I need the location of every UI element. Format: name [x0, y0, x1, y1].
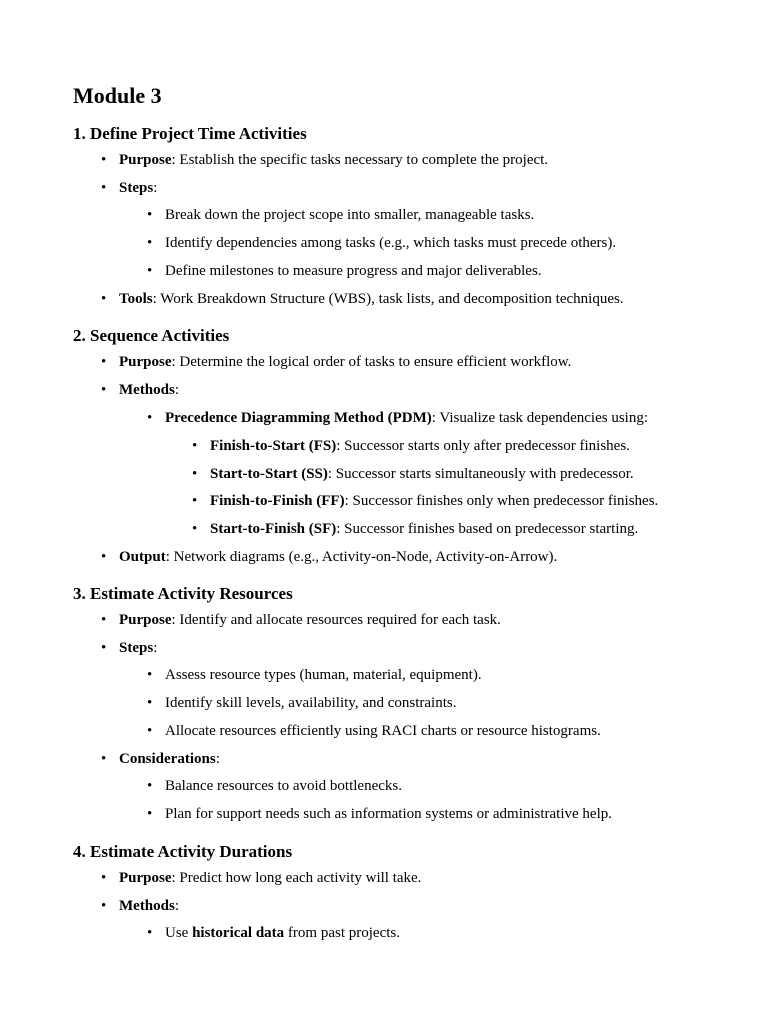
list-item: • Start-to-Start (SS): Successor starts simultaneously with predecessor. — [210, 464, 634, 484]
page-title: Module 3 — [73, 83, 162, 108]
list-item: • Purpose: Predict how long each activity will take. — [119, 868, 421, 888]
list-item: • Finish-to-Start (FS): Successor starts only after predecessor finishes. — [210, 436, 630, 456]
list-item: • Tools: Work Breakdown Structure (WBS), task lists, and decomposition techniques. — [119, 289, 624, 309]
list-item: • Plan for support needs such as information systems or administrative help. — [165, 804, 612, 824]
list-item: • Methods: — [119, 896, 179, 916]
list-item: • Precedence Diagramming Method (PDM): Visualize task dependencies using: — [165, 408, 648, 428]
list-item: • Use historical data from past projects. — [165, 923, 400, 943]
list-item: • Define milestones to measure progress and major deliverables. — [165, 261, 542, 281]
list-item: • Start-to-Finish (SF): Successor finishes based on predecessor starting. — [210, 519, 638, 539]
list-item: • Allocate resources efficiently using RACI charts or resource histograms. — [165, 721, 601, 741]
section-heading: 2. Sequence Activities — [73, 326, 230, 345]
list-item: • Output: Network diagrams (e.g., Activity-on-Node, Activity-on-Arrow). — [119, 547, 557, 567]
list-item: • Methods: — [119, 380, 179, 400]
list-item: • Identify skill levels, availability, and constraints. — [165, 693, 456, 713]
section-heading: 1. Define Project Time Activities — [73, 124, 307, 143]
list-item: • Purpose: Determine the logical order of tasks to ensure efficient workflow. — [119, 352, 571, 372]
list-item: • Steps: — [119, 638, 157, 658]
section-heading: 4. Estimate Activity Durations — [73, 842, 293, 861]
list-item: • Considerations: — [119, 749, 220, 769]
list-item: • Assess resource types (human, material, equipment). — [165, 665, 482, 685]
section-heading: 3. Estimate Activity Resources — [73, 584, 293, 603]
list-item: • Finish-to-Finish (FF): Successor finishes only when predecessor finishes. — [210, 491, 658, 511]
list-item: • Balance resources to avoid bottlenecks. — [165, 776, 402, 796]
list-item: • Purpose: Establish the specific tasks necessary to complete the project. — [119, 150, 548, 170]
list-item: • Break down the project scope into smaller, manageable tasks. — [165, 205, 534, 225]
list-item: • Steps: — [119, 178, 157, 198]
list-item: • Purpose: Identify and allocate resources required for each task. — [119, 610, 501, 630]
list-item: • Identify dependencies among tasks (e.g., which tasks must precede others). — [165, 233, 616, 253]
